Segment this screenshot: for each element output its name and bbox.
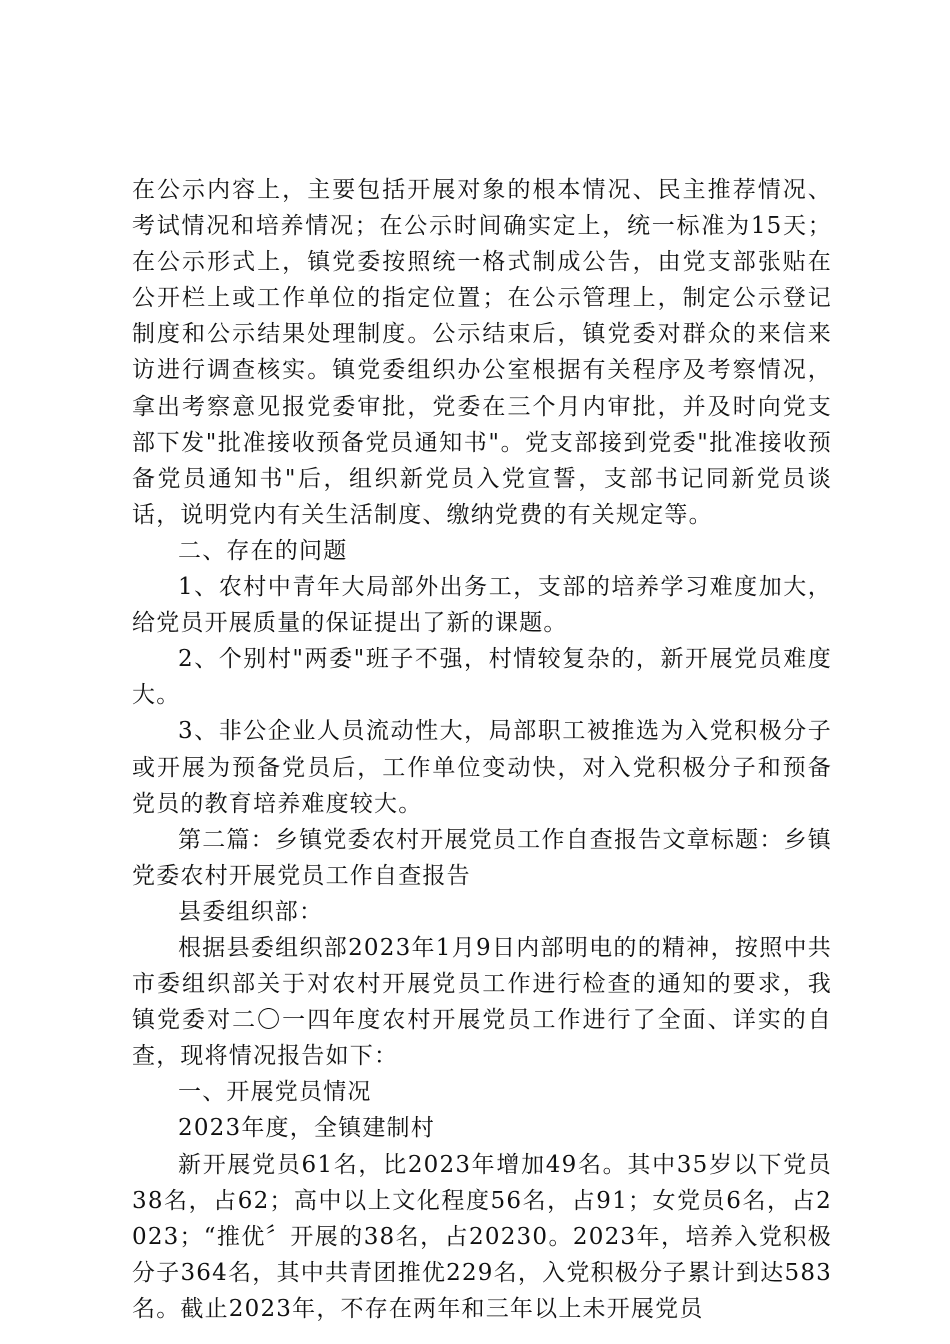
document-body <box>132 172 832 1327</box>
paragraph-year-summary: 2023年度，全镇建制村 <box>178 1115 435 1142</box>
paragraph-problem-2: 2、个别村"两委"班子不强，村情较复杂的，新开展党员难度大。 <box>132 646 832 709</box>
paragraph-statistics: 新开展党员61名，比2023年增加49名。其中35岁以下党员38名，占62；高中以上文化程度56名，占91；女党员6名，占2023；“推优〞开展的38名，占20230。2023年，培养入党积极分子364名，其中共青团推优229名，入党积极分子累计到达583名。截止2023年，不存在两年和三年以上未开展党员 <box>132 1151 832 1322</box>
paragraph-problem-1: 1、农村中青年大局部外出务工，支部的培养学习难度加大，给党员开展质量的保证提出了新的课题。 <box>132 574 832 637</box>
heading-existing-problems: 二、存在的问题 <box>178 537 348 564</box>
paragraph-introduction: 根据县委组织部2023年1月9日内部明电的的精神，按照中共市委组织部关于对农村开展党员工作进行检查的通知的要求，我镇党委对二〇一四年度农村开展党员工作进行了全面、详实的自查，现将情况报告如下： <box>132 934 832 1070</box>
heading-member-development-status: 一、开展党员情况 <box>178 1079 372 1106</box>
paragraph-publicity-details: 在公示内容上，主要包括开展对象的根本情况、民主推荐情况、考试情况和培养情况；在公示时间确实定上，统一标准为15天；在公示形式上，镇党委按照统一格式制成公告，由党支部张贴在公开栏上或工作单位的指定位置；在公示管理上，制定公示登记制度和公示结果处理制度。公示结束后，镇党委对群众的来信来访进行调查核实。镇党委组织办公室根据有关程序及考察情况，拿出考察意见报党委审批，党委在三个月内审批，并及时向党支部下发"批准接收预备党员通知书"。党支部接到党委"批准接收预备党员通知书"后，组织新党员入党宣誓，支部书记同新党员谈话，说明党内有关生活制度、缴纳党费的有关规定等。 <box>132 177 832 528</box>
paragraph-second-article-title: 第二篇：乡镇党委农村开展党员工作自查报告文章标题：乡镇党委农村开展党员工作自查报告 <box>132 826 832 889</box>
paragraph-problem-3: 3、非公企业人员流动性大，局部职工被推选为入党积极分子或开展为预备党员后，工作单位变动快，对入党积极分子和预备党员的教育培养难度较大。 <box>132 718 832 817</box>
paragraph-addressee: 县委组织部： <box>178 898 324 925</box>
